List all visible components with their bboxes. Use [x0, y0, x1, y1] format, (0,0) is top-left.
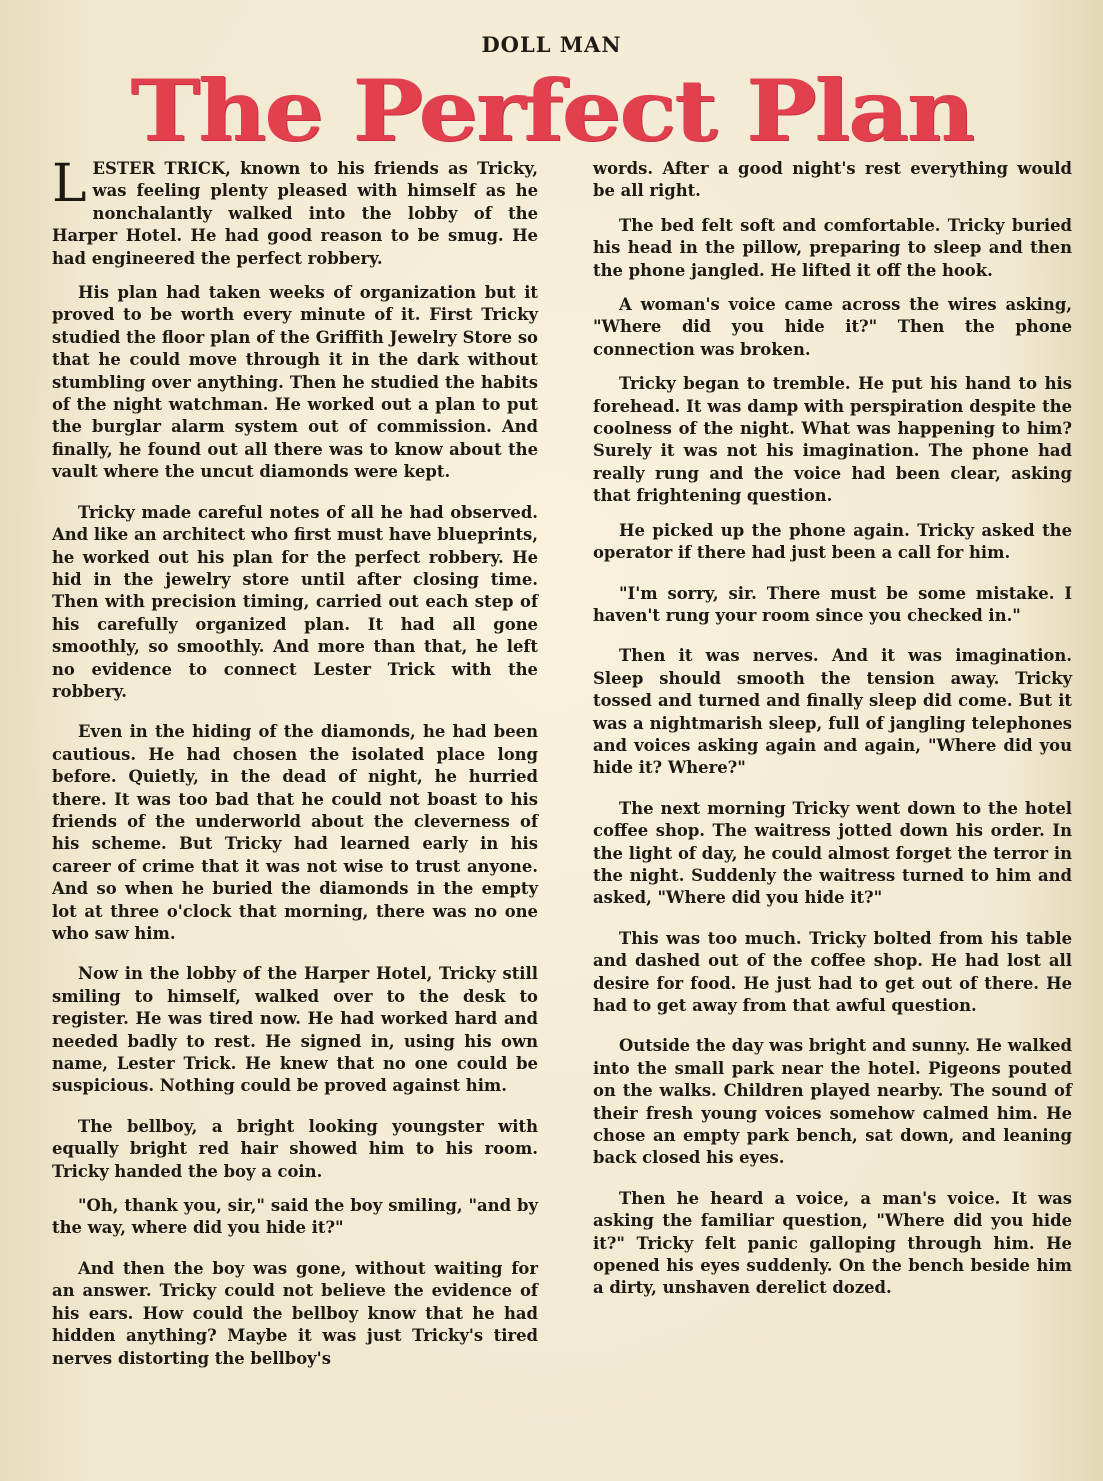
left-column — [52, 154, 538, 1382]
story-paragraph: A woman's voice came across the wires asking, "Where did you hide it?" Then the phone connection was broken. — [593, 295, 1072, 359]
story-paragraph: "Oh, thank you, sir," said the boy smiling, "and by the way, where did you hide it?" — [52, 1196, 538, 1238]
story-paragraph: The next morning Tricky went down to the hotel coffee shop. The waitress jotted down his order. In the light of day, he could almost forget the terror in the night. Suddenly the waitress turned to him and asked, "Where did you hide it?" — [593, 798, 1072, 908]
story-paragraph: And then the boy was gone, without waiting for an answer. Tricky could not believe the evidence of his ears. How could the bellboy know that he had hidden anything? Maybe it was just Tricky's tired nerves distorting the bellboy's — [52, 1258, 538, 1368]
story-paragraph: He picked up the phone again. Tricky asked the operator if there had just been a call for him. — [593, 520, 1072, 563]
drop-cap: L — [52, 154, 87, 214]
story-title: The Perfect Plan — [130, 61, 973, 160]
story-paragraph: The bellboy, a bright looking youngster with equally bright red hair showed him to his room. Tricky handed the boy a coin. — [52, 1116, 538, 1181]
story-paragraph: words. After a good night's rest everything would be all right. — [593, 159, 1072, 201]
story-paragraph: His plan had taken weeks of organization but it proved to be worth every minute of it. First Tricky studied the floor plan of the Griffith Jewelry Store so that he could move through it in the dark without stumbling over anything. Then he studied the habits of the night watchman. He worked out a plan to put the burglar alarm system out of commission. And finally, he found out all there was to know about the vault where the uncut diamonds were kept. — [52, 283, 538, 482]
running-head: DOLL MAN — [481, 32, 622, 57]
story-paragraph: Then it was nerves. And it was imagination. Sleep should smooth the tension away. Tricky tossed and turned and finally sleep did come. But it was a nightmarish sleep, full of jangling telephones and voices asking again and again, "Where did you hide it? Where?" — [593, 646, 1072, 778]
story-paragraph: "I'm sorry, sir. There must be some mistake. I haven't rung your room since you checked in." — [593, 583, 1072, 625]
story-paragraph: Tricky began to tremble. He put his hand to his forehead. It was damp with perspiration despite the coolness of the night. What was happening to him? Surely it was not his imagination. The phone had really rung and the voice had been clear, asking that frightening question. — [593, 374, 1072, 506]
story-paragraph: LESTER TRICK, known to his friends as Tricky, was feeling plenty pleased with himself as he nonchalantly walked into the lobby of the Harper Hotel. He had good reason to be smug. He had engineered the perfect robbery. — [52, 154, 538, 268]
story-paragraph: Then he heard a voice, a man's voice. It was asking the familiar question, "Where did you hide it?" Tricky felt panic galloping through him. He opened his eyes suddenly. On the bench beside him a dirty, unshaven derelict dozed. — [593, 1188, 1072, 1298]
story-paragraph: Now in the lobby of the Harper Hotel, Tricky still smiling to himself, walked over to the desk to register. He was tired now. He had worked hard and needed badly to rest. He signed in, using his own name, Lester Trick. He knew that no one could be suspicious. Nothing could be proved against him. — [52, 964, 538, 1096]
story-paragraph: Even in the hiding of the diamonds, he had been cautious. He had chosen the isolated place long before. Quietly, in the dead of night, he hurried there. It was too bad that he could not boast to his friends of the underworld about the cleverness of his scheme. But Tricky had learned early in his career of crime that it was not wise to trust anyone. And so when he buried the diamonds in the empty lot at three o'clock that morning, there was no one who saw him. — [52, 722, 538, 943]
story-paragraph: Outside the day was bright and sunny. He walked into the small park near the hotel. Pigeons pouted on the walks. Children played nearby. The sound of their fresh young voices somehow calmed him. He chose an empty park bench, sat down, and leaning back closed his eyes. — [593, 1036, 1072, 1168]
story-paragraph: Tricky made careful notes of all he had observed. And like an architect who first must have blueprints, he worked out his plan for the perfect robbery. He hid in the jewelry store until after closing time. Then with precision timing, carried out each step of his carefully organized plan. It had all gone smoothly, so smoothly. And more than that, he left no evidence to connect Lester Trick with the robbery. — [52, 502, 538, 701]
story-paragraph: This was too much. Tricky bolted from his table and dashed out of the coffee shop. He had lost all desire for food. He just had to get out of there. He had to get away from that awful question. — [593, 928, 1072, 1015]
right-column — [593, 158, 1072, 1312]
story-paragraph: The bed felt soft and comfortable. Tricky buried his head in the pillow, preparing to sleep and then the phone jangled. He lifted it off the hook. — [593, 215, 1072, 280]
